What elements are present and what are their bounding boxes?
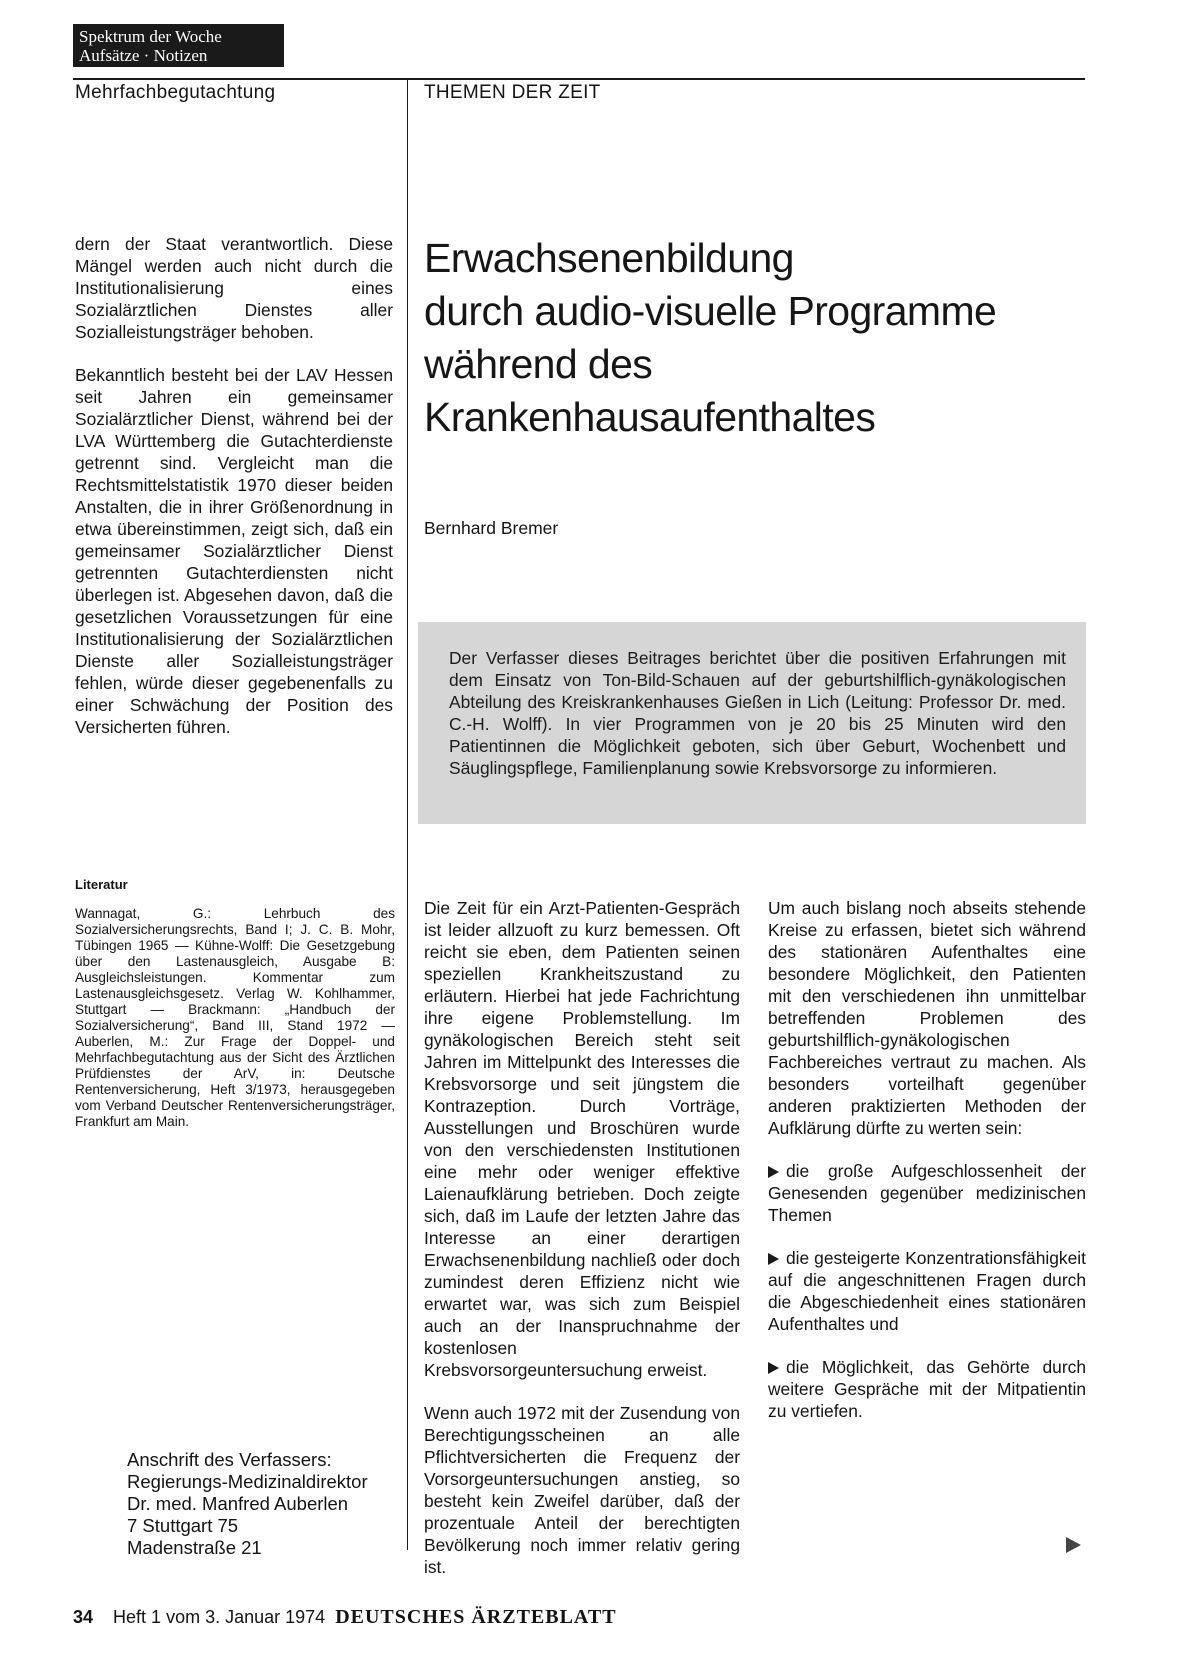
article-paragraph-3: Um auch bislang noch abseits stehende Kreise zu erfassen, bietet sich während des stationären Aufenthaltes eine besondere Möglichkeit, den Patienten mit den verschiedenen ihn unmittelbar betreffenden Problemen des geburtshilflich-gynäkologischen Fachbereiches vertraut zu machen. Als besonders vorteilhaft gegenüber anderen praktizierten Methoden der Aufklärung dürfte zu werten sein: (768, 898, 1086, 1138)
address-line-5: Madenstraße 21 (127, 1537, 262, 1558)
address-line-1: Anschrift des Verfassers: (127, 1449, 332, 1470)
section-badge (73, 24, 284, 67)
literature-heading: Literatur (75, 877, 128, 892)
left-column-text (75, 233, 393, 759)
badge-line-1: Spektrum der Woche (79, 27, 222, 46)
article-title (424, 232, 1124, 444)
author-address (127, 1449, 368, 1559)
left-section-label: Mehrfachbegutachtung (75, 82, 276, 103)
title-line-1: Erwachsenenbildung (424, 235, 794, 281)
article-paragraph-1: Die Zeit für ein Arzt-Patienten-Gespräch ist leider allzuoft zu kurz bemessen. Oft reicht sie eben, dem Patienten seinen speziellen Krankheitszustand zu erläutern. Hierbei hat jede Fachrichtung ihre eigene Problemstellung. Im gynäkologischen Bereich steht seit Jahren im Mittelpunkt des Interesses die Krebsvorsorge und seit jüngstem die Kontrazeption. Durch Vorträge, Ausstellungen und Broschüren wurde von den verschiedensten Institutionen eine mehr oder weniger effektive Laienaufklärung betrieben. Doch zeigte sich, daß im Laufe der letzten Jahre das Interesse an einer derartigen Erwachsenenbildung nachließ oder doch zumindest deren Effizienz nicht wie erwartet war, was sich zum Beispiel auch an der Inanspruchnahme der kostenlosen Krebsvorsorgeuntersuchung erweist. (424, 898, 740, 1380)
page-number: 34 (73, 1607, 94, 1627)
bullet-text-2: die gesteigerte Konzentrationsfähigkeit auf die angeschnittenen Fragen durch die Abgeschiedenheit eines stationären Aufenthaltes und (768, 1248, 1086, 1334)
address-line-3: Dr. med. Manfred Auberlen (127, 1493, 349, 1514)
column-divider (407, 78, 408, 1550)
issue-info: Heft 1 vom 3. Januar 1974 (113, 1607, 326, 1627)
title-line-3: während des (424, 341, 653, 387)
page-footer (73, 1606, 617, 1629)
abstract-text: Der Verfasser dieses Beitrages berichtet über die positiven Erfahrungen mit dem Einsatz von Ton-Bild-Schauen auf der geburtshilflich-gynäkologischen Abteilung des Kreiskrankenhauses Gießen in Lich (Leitung: Professor Dr. med. C.-H. Wolff). In vier Programmen von je 20 bis 25 Minuten wird den Patientinnen die Möglichkeit geboten, sich über Geburt, Wochenbett und Säuglingspflege, Familienplanung sowie Krebsvorsorge zu informieren. (449, 648, 1066, 778)
article-column-2 (768, 897, 1086, 1422)
badge-line-2: Aufsätze · Notizen (79, 46, 208, 65)
bullet-text-3: die Möglichkeit, das Gehörte durch weitere Gespräche mit der Mitpatientin zu vertiefen. (768, 1357, 1086, 1421)
title-line-4: Krankenhausaufenthaltes (424, 394, 876, 440)
continued-arrow-icon (1066, 1537, 1081, 1558)
article-author: Bernhard Bremer (424, 518, 559, 538)
header-rule (73, 78, 1085, 80)
left-paragraph-2: Bekanntlich besteht bei der LAV Hessen seit Jahren ein gemeinsamer Sozialärztlicher Dienst, während bei der LVA Württemberg die Gutachterdienste getrennt sind. Vergleicht man die Rechtsmittelstatistik 1970 dieser beiden Anstalten, die in ihrer Größenordnung in etwa übereinstimmen, zeigt sich, daß ein gemeinsamer Sozialärztlicher Dienst getrennten Gutachterdiensten nicht überlegen ist. Abgesehen davon, daß die gesetzlichen Voraussetzungen für eine Institutionalisierung der Sozialärztlichen Dienste aller Sozialleistungsträger fehlen, würde dieser gegebenenfalls zu einer Schwächung der Position des Versicherten führen. (75, 365, 393, 737)
address-line-4: 7 Stuttgart 75 (127, 1515, 239, 1536)
bullet-triangle-icon (768, 1166, 779, 1178)
article-abstract (418, 622, 1086, 824)
bullet-item-1 (768, 1160, 1086, 1226)
title-line-2: durch audio-visuelle Programme (424, 288, 997, 334)
publication-name: DEUTSCHES ÄRZTEBLATT (335, 1606, 617, 1628)
bullet-item-2 (768, 1247, 1086, 1335)
bullet-triangle-icon (768, 1253, 779, 1265)
bullet-text-1: die große Aufgeschlossenheit der Genesenden gegenüber medizinischen Themen (768, 1161, 1086, 1225)
bullet-item-3 (768, 1356, 1086, 1422)
bullet-triangle-icon (768, 1362, 779, 1374)
address-line-2: Regierungs-Medizinaldirektor (127, 1471, 368, 1492)
right-section-label: THEMEN DER ZEIT (424, 82, 601, 103)
literature-text: Wannagat, G.: Lehrbuch des Sozialversicherungsrechts, Band I; J. C. B. Mohr, Tübingen 1965 — Kühne-Wolff: Die Gesetzgebung über den Lastenausgleich, Ausgabe B: Ausgleichsleistungen. Kommentar zum Lastenausgleichsgesetz. Verlag W. Kohlhammer, Stuttgart — Brackmann: „Handbuch der Sozialversicherung“, Band III, Stand 1972 — Auberlen, M.: Zur Frage der Doppel- und Mehrfachbegutachtung aus der Sicht des Ärztlichen Prüfdienstes der ArV, in: Deutsche Rentenversicherung, Heft 3/1973, herausgegeben vom Verband Deutscher Rentenversicherungsträger, Frankfurt am Main. (75, 906, 395, 1129)
article-column-1 (424, 897, 740, 1599)
left-paragraph-1: dern der Staat verantwortlich. Diese Mängel werden auch nicht durch die Institutionalisierung eines Sozialärztlichen Dienstes aller Sozialleistungsträger behoben. (75, 234, 393, 342)
article-paragraph-2: Wenn auch 1972 mit der Zusendung von Berechtigungsscheinen an alle Pflichtversicherten die Frequenz der Vorsorgeuntersuchungen anstieg, so besteht kein Zweifel darüber, daß der prozentuale Anteil der berechtigten Bevölkerung noch immer relativ gering ist. (424, 1403, 740, 1577)
